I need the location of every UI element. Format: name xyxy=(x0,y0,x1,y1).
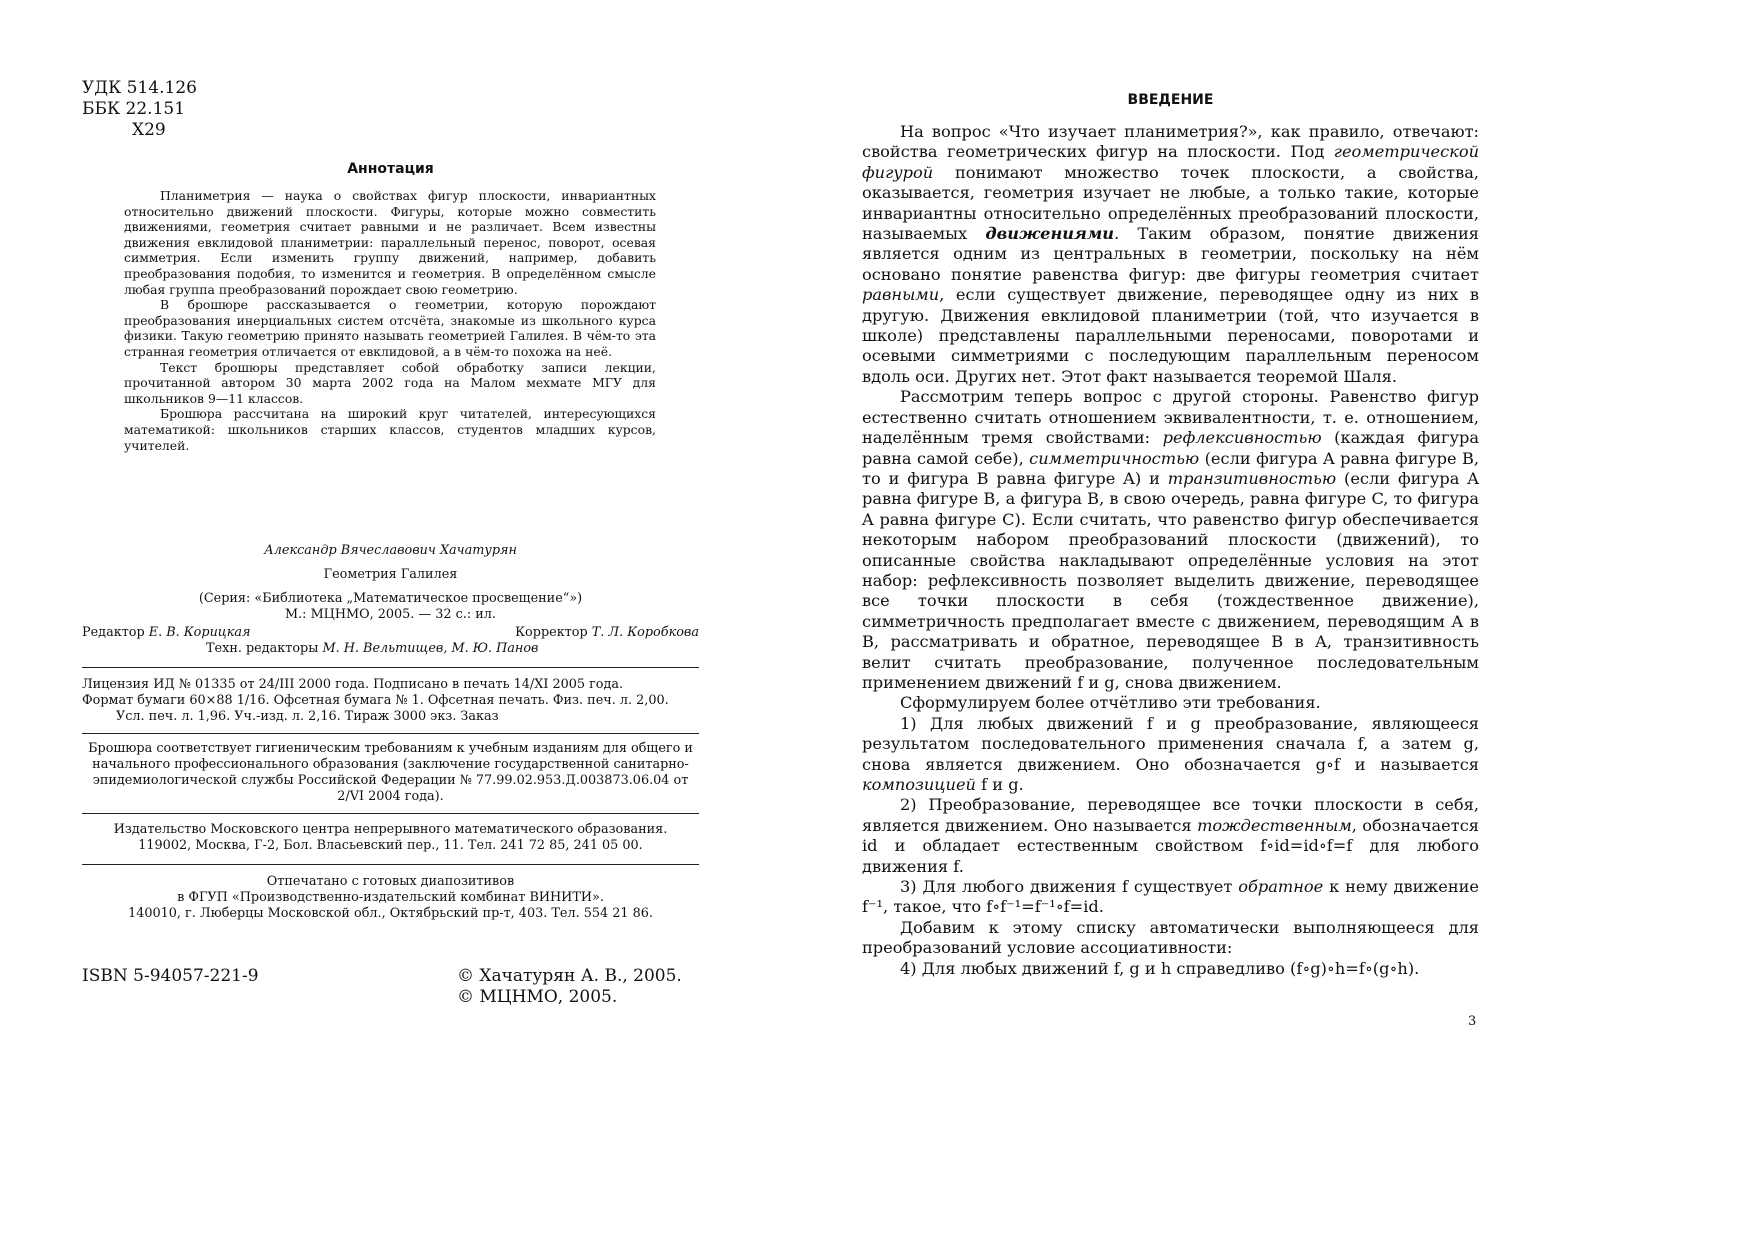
publisher-info xyxy=(82,822,699,854)
corrector xyxy=(515,625,699,641)
divider xyxy=(82,864,699,865)
paragraph: Добавим к этому списку автоматически выполняющееся для преобразований условие ассоциативности: xyxy=(862,917,1479,958)
annotation-paragraph: Планиметрия — наука о свойствах фигур плоскости, инвариантных относительно движений плоскости. Фигуры, которые можно совместить движениями, геометрия считает равными и не различает. Всем известны движения евклидовой планиметрии: параллельный перенос, поворот, осевая симметрия. Если изменить группу движений, например, добавить преобразования подобия, то изменится и геометрия. В определённом смысле любая группа преобразований порождает свою геометрию. xyxy=(124,188,656,297)
print-run-line: Усл. печ. л. 1,96. Уч.-изд. л. 2,16. Тираж 3000 экз. Заказ xyxy=(116,709,499,724)
section-title: ВВЕДЕНИЕ xyxy=(1127,92,1214,108)
tech-names: М. Н. Вельтищев, М. Ю. Панов xyxy=(322,641,539,656)
hygiene-note: Брошюра соответствует гигиеническим требованиям к учебным изданиям для общего и начального профессионального образования (заключение государственной санитарно-эпидемиологической службы Российской Федерации № 77.99.02.953.Д.003873.06.04 от 2/VI 2004 года). xyxy=(88,741,693,804)
requirement-1: 1) Для любых движений f и g преобразование, являющееся результатом последовательного применения сначала f, а затем g, снова является движением. Оно обозначается g∘f и называется композицией f и g. xyxy=(862,713,1479,794)
publisher-name: Издательство Московского центра непрерывного математического образования. xyxy=(113,822,668,837)
publisher-line: М.: МЦНМО, 2005. — 32 с.: ил. xyxy=(285,607,496,622)
author-name: Александр Вячеславович Хачатурян xyxy=(264,543,517,558)
udk-block xyxy=(82,78,197,141)
printer-info xyxy=(82,874,699,922)
requirement-2: 2) Преобразование, переводящее все точки плоскости в себя, является движением. Оно называется тождественным, обозначается id и обладает естественным свойством f∘id=id∘f=f для любого движения f. xyxy=(862,795,1479,876)
requirement-4: 4) Для любых движений f, g и h справедливо (f∘g)∘h=f∘(g∘h). xyxy=(900,958,1420,978)
annotation-paragraph: Брошюра рассчитана на широкий круг читателей, интересующихся математикой: школьников старших классов, студентов младших курсов, учителей. xyxy=(124,406,656,453)
page-number: 3 xyxy=(1468,1014,1477,1029)
editor-name: Е. В. Корицкая xyxy=(148,625,251,640)
paragraph: Сформулируем более отчётливо эти требования. xyxy=(900,693,1321,713)
introduction-text xyxy=(862,122,1479,979)
corrector-label: Корректор xyxy=(515,625,588,640)
editor-label: Редактор xyxy=(82,625,145,640)
editor xyxy=(82,625,250,641)
license-block xyxy=(82,677,699,725)
isbn: ISBN 5-94057-221-9 xyxy=(82,966,259,986)
copyright-publisher: © МЦНМО, 2005. xyxy=(457,987,618,1007)
author-mark: Х29 xyxy=(132,120,166,140)
tech-editors xyxy=(82,641,699,657)
copyright-block xyxy=(457,966,682,1008)
format-line: Формат бумаги 60×88 1/16. Офсетная бумага № 1. Офсетная печать. Физ. печ. л. 2,00. xyxy=(82,693,669,708)
tech-label: Техн. редакторы xyxy=(206,641,319,656)
requirement-3: 3) Для любого движения f существует обратное к нему движение f⁻¹, такое, что f∘f⁻¹=f⁻¹∘f=id. xyxy=(862,877,1479,917)
printer-line: Отпечатано с готовых диапозитивов xyxy=(266,874,515,889)
printer-address: 140010, г. Люберцы Московской обл., Октябрьский пр-т, 403. Тел. 554 21 86. xyxy=(128,906,653,921)
book-info xyxy=(82,543,699,623)
copyright-author: © Хачатурян А. В., 2005. xyxy=(457,966,682,986)
udk-code: УДК 514.126 xyxy=(82,78,197,98)
annotation-title: Аннотация xyxy=(347,161,434,177)
divider xyxy=(82,813,699,814)
annotation-paragraph: В брошюре рассказывается о геометрии, которую порождают преобразования инерциальных систем отсчёта, знакомые из школьного курса физики. Такую геометрию принято называть геометрией Галилея. В чём-то эта странная геометрия отличается от евклидовой, а в чём-то похожа на неё. xyxy=(124,297,656,359)
printer-name: в ФГУП «Производственно-издательский комбинат ВИНИТИ». xyxy=(177,890,604,905)
license-line: Лицензия ИД № 01335 от 24/III 2000 года. Подписано в печать 14/XI 2005 года. xyxy=(82,677,624,692)
paragraph: Рассмотрим теперь вопрос с другой стороны. Равенство фигур естественно считать отношением эквивалентности, т. е. отношением, наделённым тремя свойствами: рефлексивностью (каждая фигура равна самой себе), симметричностью (если фигура A равна фигуре B, то и фигура B равна фигуре A) и транзитивностью (если фигура A равна фигуре B, а фигура B, в свою очередь, равна фигуре C, то фигура A равна фигуре C). Если считать, что равенство фигур обеспечивается некоторым набором преобразований плоскости (движений), то описанные свойства накладывают определённые условия на этот набор: рефлексивность позволяет выделить движение, переводящее все точки плоскости в себя (тождественное движение), симметричность предполагает вместе с движением, переводящим A в B, рассматривать и обратное, переводящее B в A, транзитивность велит считать преобразование, полученное последовательным применением движений f и g, снова движением. xyxy=(862,387,1479,692)
bbk-code: ББК 22.151 xyxy=(82,99,186,119)
annotation-paragraph: Текст брошюры представляет собой обработку записи лекции, прочитанной автором 30 марта 2002 года на Малом мехмате МГУ для школьников 9—11 классов. xyxy=(124,359,656,406)
paragraph: На вопрос «Что изучает планиметрия?», как правило, отвечают: свойства геометрических фигур на плоскости. Под геометрической фигурой понимают множество точек плоскости, а свойства, оказывается, геометрия изучает не любые, а только такие, которые инвариантны относительно определённых преобразований плоскости, называемых движениями. Таким образом, понятие движения является одним из центральных в геометрии, поскольку на нём основано понятие равенства фигур: две фигуры геометрия считает равными, если существует движение, переводящее одну из них в другую. Движения евклидовой планиметрии (той, что изучается в школе) представлены параллельными переносами, поворотами и осевыми симметриями с последующим параллельным переносом вдоль оси. Других нет. Этот факт называется теоремой Шаля. xyxy=(862,122,1479,386)
divider xyxy=(82,733,699,734)
annotation-text xyxy=(124,188,656,453)
book-title: Геометрия Галилея xyxy=(323,567,458,582)
divider xyxy=(82,667,699,668)
series: (Серия: «Библиотека „Математическое просвещение“») xyxy=(198,591,583,606)
left-page xyxy=(0,0,784,1109)
editors xyxy=(82,625,699,657)
corrector-name: Т. Л. Коробкова xyxy=(591,625,699,640)
publisher-address: 119002, Москва, Г-2, Бол. Власьевский пер., 11. Тел. 241 72 85, 241 05 00. xyxy=(138,838,643,853)
